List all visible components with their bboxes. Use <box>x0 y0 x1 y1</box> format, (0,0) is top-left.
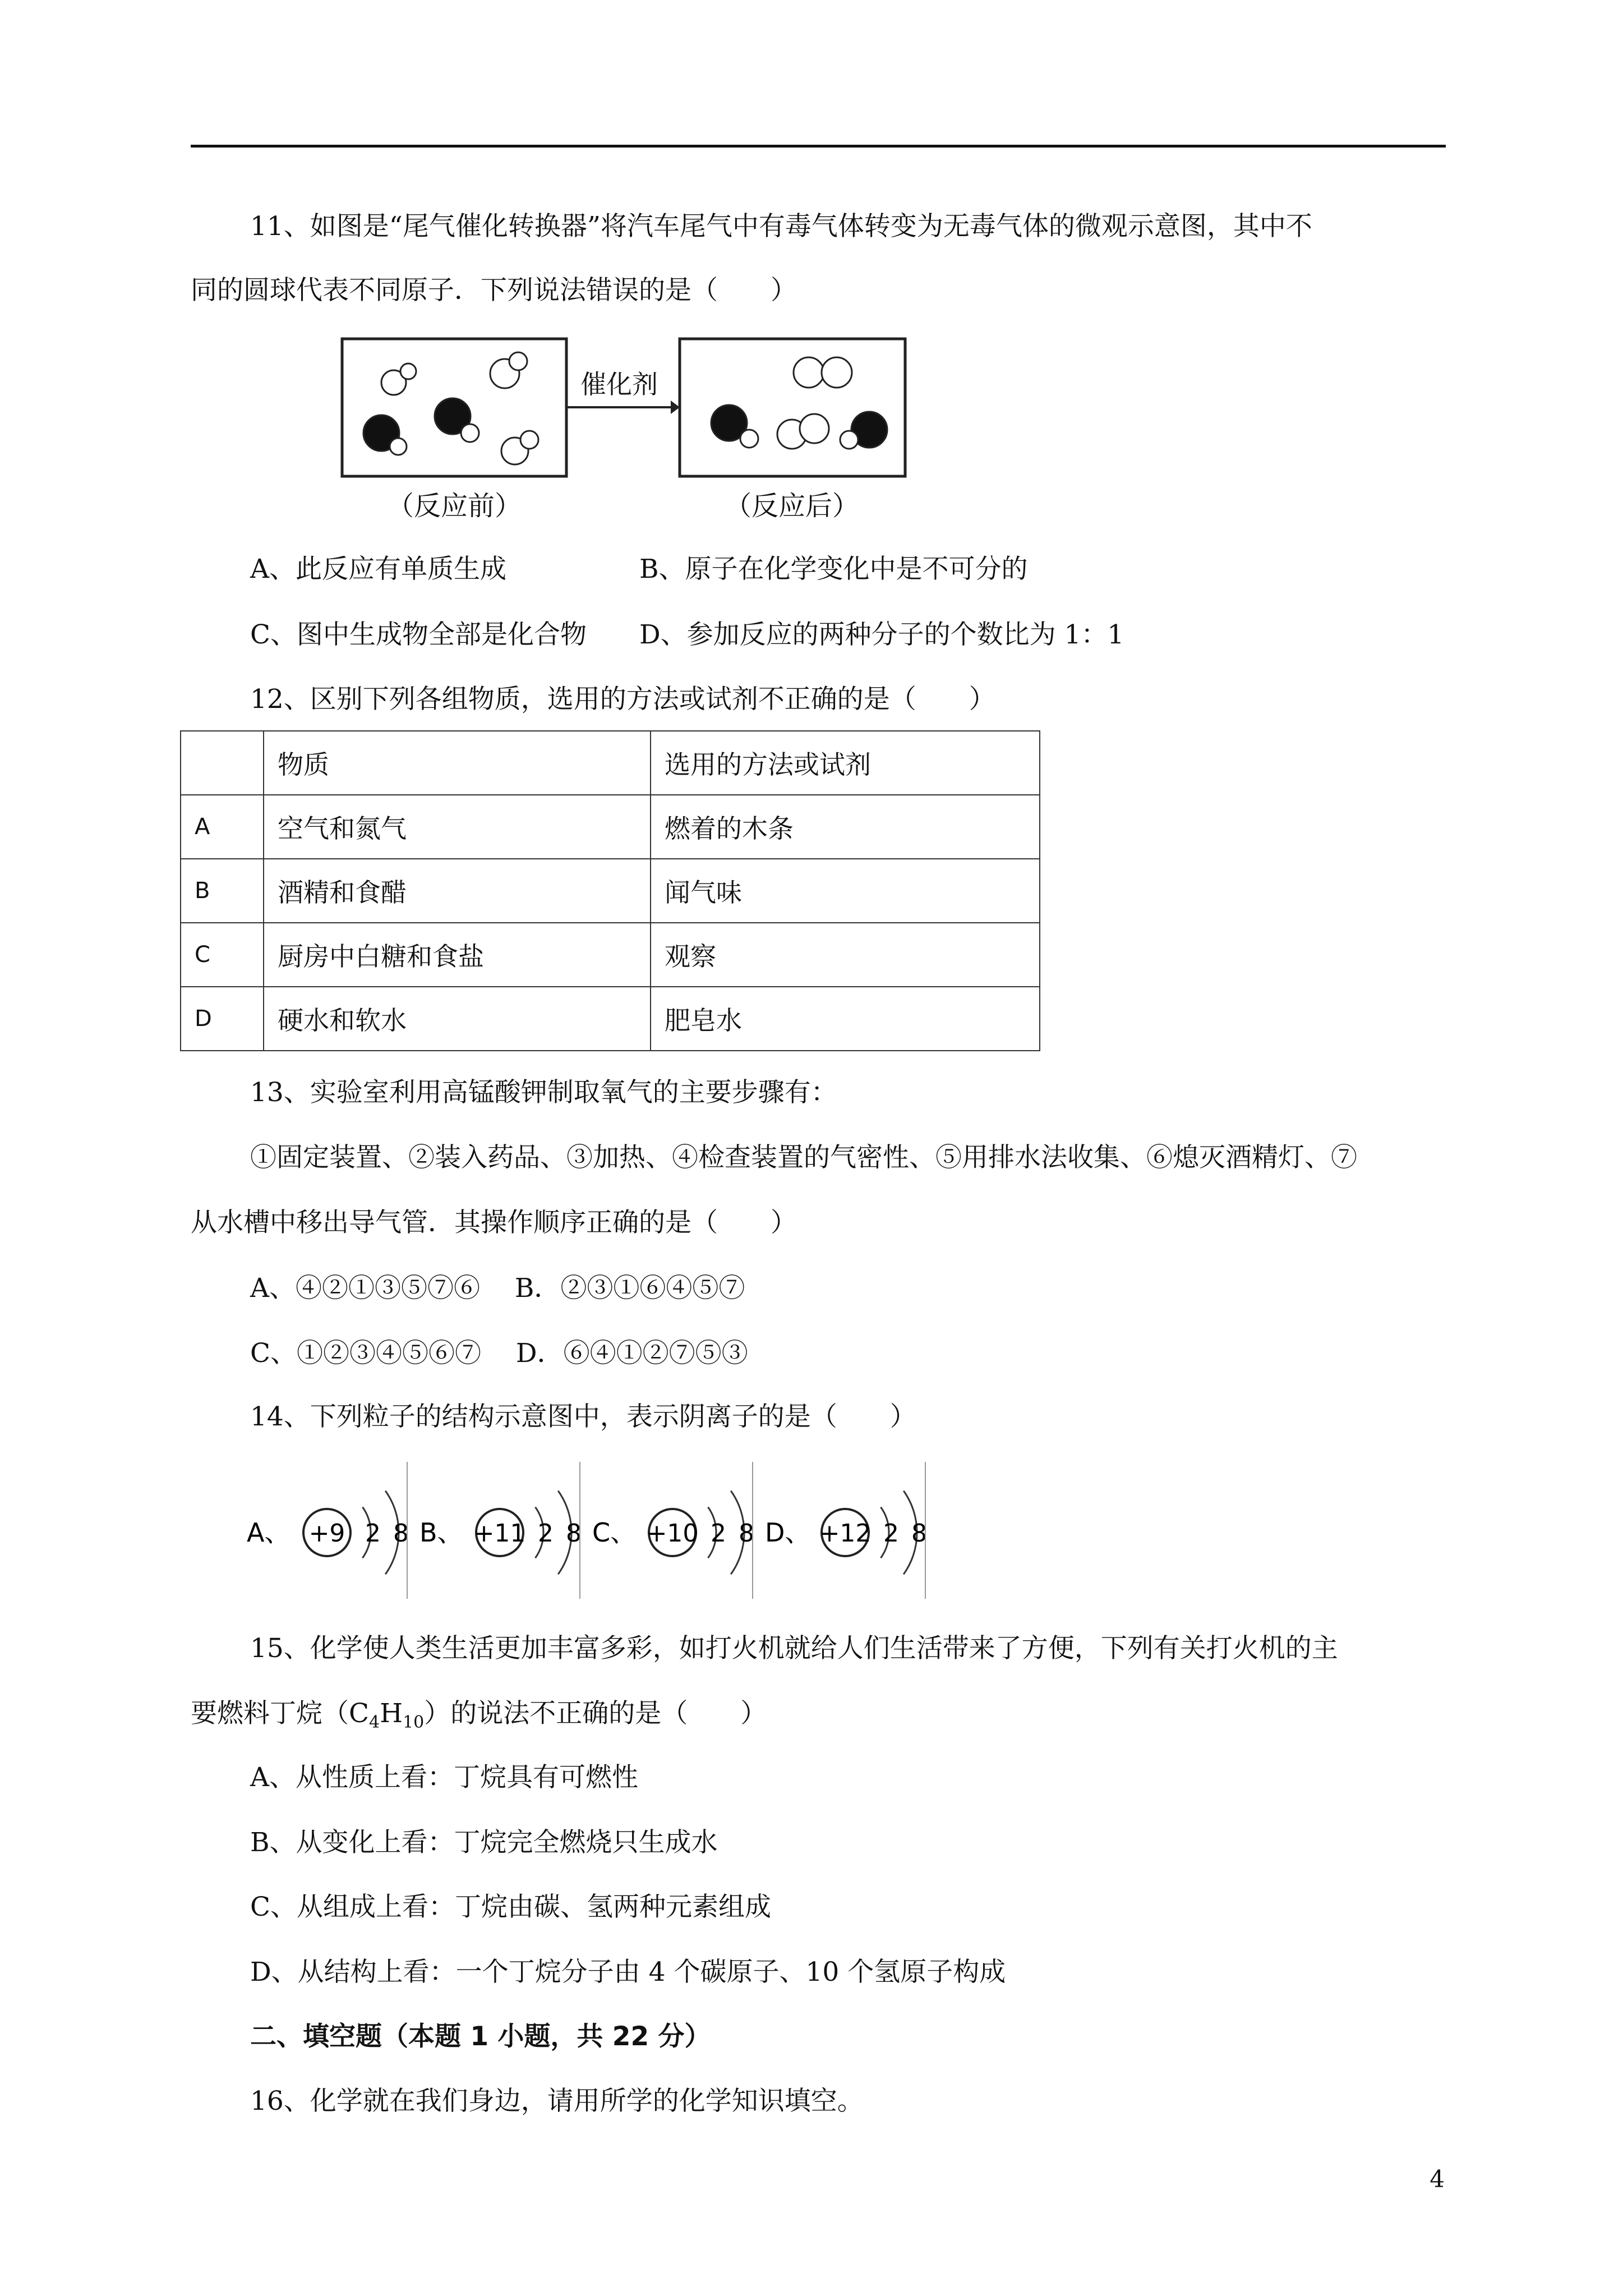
table-header: 选用的方法或试剂 <box>651 731 1040 795</box>
q13-steps-line1: ①固定装置、②装入药品、③加热、④检查装置的气密性、⑤用排水法收集、⑥熄灭酒精灯、⑦ <box>250 1142 1357 1173</box>
nucleus-charge: +11 <box>473 1519 526 1548</box>
page-number: 4 <box>1430 2165 1445 2193</box>
catalyst-label: 催化剂 <box>580 369 658 399</box>
shell-electron-count: 8 <box>566 1519 582 1548</box>
shell-electron-count: 2 <box>883 1519 899 1548</box>
q13-steps-line2: 从水槽中移出导气管．其操作顺序正确的是（ ） <box>191 1207 797 1238</box>
q11-stem-line1: 11、如图是“尾气催化转换器”将汽车尾气中有毒气体转变为无毒气体的微观示意图，其中不 <box>250 211 1312 242</box>
after-label: （反应后） <box>724 490 860 522</box>
q12-table <box>180 730 1040 1051</box>
table-row <box>181 923 1040 987</box>
q11-option-a[interactable]: A、此反应有单质生成 <box>250 554 506 585</box>
option-label: C、 <box>592 1517 637 1548</box>
q11-option-c[interactable]: C、图中生成物全部是化合物 <box>250 619 587 650</box>
q15-option-b[interactable]: B、从变化上看：丁烷完全燃烧只生成水 <box>250 1827 718 1858</box>
table-cell: 厨房中白糖和食盐 <box>264 923 651 987</box>
q13-options-ab[interactable]: A、④②①③⑤⑦⑥ B．②③①⑥④⑤⑦ <box>250 1273 745 1304</box>
before-label: （反应前） <box>386 490 522 522</box>
table-cell: A <box>181 795 264 859</box>
table-cell: 空气和氮气 <box>264 795 651 859</box>
q14-option-d[interactable] <box>765 1462 927 1599</box>
table-cell: 闻气味 <box>651 859 1040 923</box>
table-cell: 燃着的木条 <box>651 795 1040 859</box>
table-header: 物质 <box>264 731 651 795</box>
shell-electron-count: 2 <box>365 1519 381 1548</box>
shell-electron-count: 8 <box>393 1519 409 1548</box>
table-cell: 肥皂水 <box>651 987 1040 1051</box>
table-cell: C <box>181 923 264 987</box>
nucleus-charge: +10 <box>646 1519 699 1548</box>
nucleus-charge: +9 <box>308 1519 345 1548</box>
after-box <box>680 339 905 476</box>
q12-stem: 12、区别下列各组物质，选用的方法或试剂不正确的是（ ） <box>250 684 995 715</box>
q11-option-b[interactable]: B、原子在化学变化中是不可分的 <box>639 554 1028 585</box>
table-header-row <box>181 731 1040 795</box>
table-cell: B <box>181 859 264 923</box>
shell-electron-count: 2 <box>711 1519 726 1548</box>
q14-structure-diagrams <box>247 1458 976 1604</box>
shell-electron-count: 8 <box>911 1519 927 1548</box>
option-label: B、 <box>419 1517 463 1548</box>
header-rule <box>191 145 1446 148</box>
q14-option-a[interactable] <box>247 1462 409 1599</box>
q15-option-c[interactable]: C、从组成上看：丁烷由碳、氢两种元素组成 <box>250 1892 771 1922</box>
shell-electron-count: 2 <box>538 1519 554 1548</box>
table-cell: 酒精和食醋 <box>264 859 651 923</box>
table-row <box>181 795 1040 859</box>
q11-reaction-diagram <box>336 334 925 528</box>
option-label: D、 <box>765 1517 811 1548</box>
q13-options-cd[interactable]: C、①②③④⑤⑥⑦ D．⑥④①②⑦⑤③ <box>250 1338 748 1369</box>
nucleus-charge: +12 <box>819 1519 872 1548</box>
table-cell: D <box>181 987 264 1051</box>
table-row <box>181 859 1040 923</box>
q11-stem-line2: 同的圆球代表不同原子．下列说法错误的是（ ） <box>191 275 797 306</box>
q16-stem: 16、化学就在我们身边，请用所学的化学知识填空。 <box>250 2086 864 2116</box>
table-row <box>181 987 1040 1051</box>
q15-stem-line2: 要燃料丁烷$(C_4H_{10})$的说法不正确的是（ ） <box>191 1698 767 1732</box>
q11-option-d[interactable]: D、参加反应的两种分子的个数比为 1：1 <box>639 619 1124 650</box>
table-cell: 观察 <box>651 923 1040 987</box>
q14-stem: 14、下列粒子的结构示意图中，表示阴离子的是（ ） <box>250 1401 916 1432</box>
section-title: 二、填空题（本题 1 小题，共 22 分） <box>250 2021 711 2052</box>
q11-options-ab <box>250 553 1372 586</box>
q15-option-d[interactable]: D、从结构上看：一个丁烷分子由 4 个碳原子、10 个氢原子构成 <box>250 1957 1006 1987</box>
q15-stem-line1: 15、化学使人类生活更加丰富多彩，如打火机就给人们生活带来了方便，下列有关打火机的主 <box>250 1633 1338 1664</box>
q15-option-a[interactable]: A、从性质上看：丁烷具有可燃性 <box>250 1762 638 1793</box>
option-label: A、 <box>247 1517 291 1548</box>
q14-option-b[interactable] <box>419 1462 582 1599</box>
q13-stem: 13、实验室利用高锰酸钾制取氧气的主要步骤有： <box>250 1077 837 1108</box>
table-cell: 硬水和软水 <box>264 987 651 1051</box>
table-header <box>181 731 264 795</box>
q14-option-c[interactable] <box>592 1462 754 1599</box>
shell-electron-count: 8 <box>739 1519 754 1548</box>
q11-options-cd <box>250 618 1372 652</box>
